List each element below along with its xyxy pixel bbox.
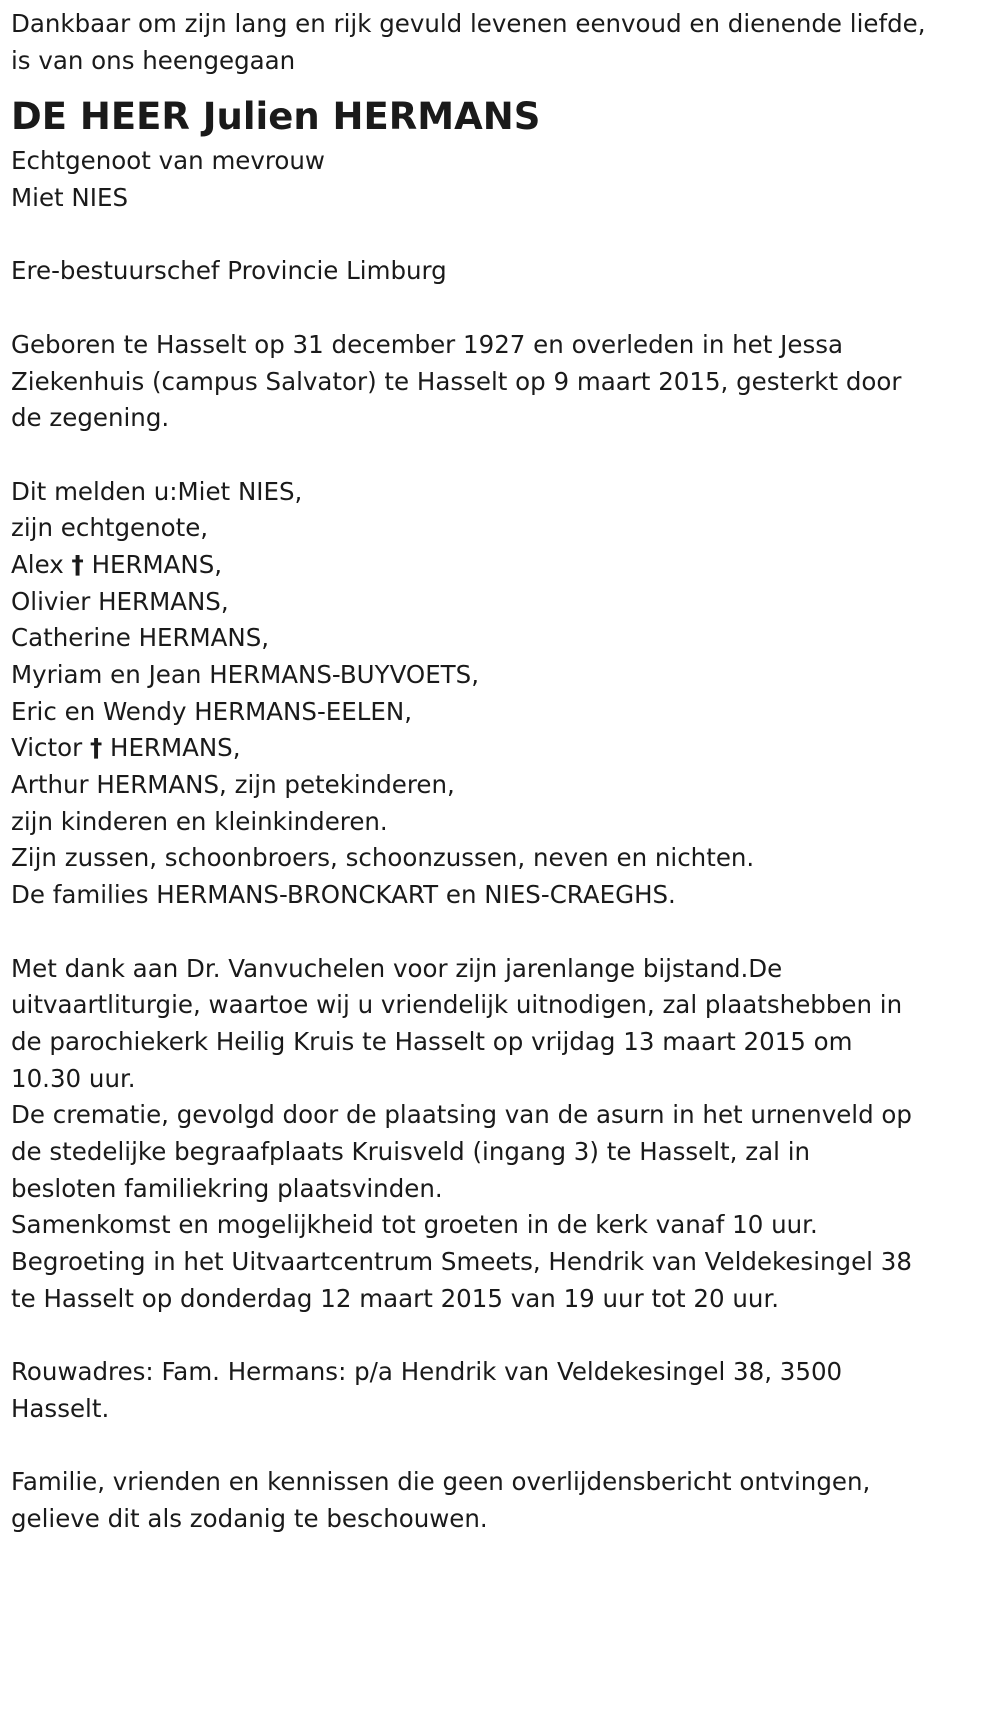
announcer-line: zijn echtgenote,: [11, 513, 209, 543]
announcer-last-name: HERMANS,: [110, 733, 241, 763]
intro-line-2: is van ons heengegaan: [11, 45, 296, 75]
ceremony-line-2: uitvaartliturgie, waartoe wij u vriendelijk uitnodigen, zal plaatshebben in: [11, 990, 903, 1020]
ceremony-line-8: Samenkomst en mogelijkheid tot groeten in de kerk vanaf 10 uur.: [11, 1210, 818, 1240]
birth-death-line-1: Geboren te Hasselt op 31 december 1927 en overleden in het Jessa: [11, 329, 843, 359]
announcer-line: De families HERMANS-BRONCKART en NIES-CRAEGHS.: [11, 880, 676, 910]
ceremony-line-4: 10.30 uur.: [11, 1063, 136, 1093]
ceremony-line-10: te Hasselt op donderdag 12 maart 2015 van 19 uur tot 20 uur.: [11, 1283, 780, 1313]
announcer-last-name: HERMANS,: [91, 549, 223, 579]
announcer-line: zijn kinderen en kleinkinderen.: [11, 806, 388, 836]
ceremony-line-5: De crematie, gevolgd door de plaatsing van de asurn in het urnenveld op: [11, 1100, 912, 1130]
birth-death-line-3: de zegening.: [11, 403, 170, 433]
ceremony-line-6: de stedelijke begraafplaats Kruisveld (ingang 3) te Hasselt, zal in: [11, 1136, 811, 1166]
announcer-line: Catherine HERMANS,: [11, 623, 270, 653]
ceremony-line-3: de parochiekerk Heilig Kruis te Hasselt op vrijdag 13 maart 2015 om: [11, 1026, 853, 1056]
announcer-line: Olivier HERMANS,: [11, 586, 229, 616]
spacer: [11, 437, 1000, 474]
address-line-1: Rouwadres: Fam. Hermans: p/a Hendrik van Veldekesingel 38, 3500: [11, 1357, 843, 1387]
address-line-2: Hasselt.: [11, 1393, 110, 1423]
intro-line-1: Dankbaar om zijn lang en rijk gevuld levenen eenvoud en dienende liefde,: [11, 9, 926, 38]
announcer-line: Dit melden u:Miet NIES,: [11, 476, 303, 506]
announcer-first-name: Alex: [11, 549, 64, 579]
spouse-line-1: Echtgenoot van mevrouw: [11, 146, 325, 176]
spacer: [11, 1317, 1000, 1354]
ceremony-line-7: besloten familiekring plaatsvinden.: [11, 1173, 443, 1203]
spacer: [11, 217, 1000, 254]
announcer-line: Zijn zussen, schoonbroers, schoonzussen, neven en nichten.: [11, 843, 755, 873]
closing-line-1: Familie, vrienden en kennissen die geen overlijdensbericht ontvingen,: [11, 1467, 871, 1497]
cross-icon: †: [71, 549, 84, 579]
deceased-name: DE HEER Julien HERMANS: [11, 95, 541, 139]
spacer: [11, 1427, 1000, 1464]
cross-icon: †: [89, 733, 103, 763]
announcer-first-name: Victor: [11, 733, 83, 763]
spouse-line-2: Miet NIES: [11, 183, 128, 213]
announcer-line: Myriam en Jean HERMANS-BUYVOETS,: [11, 660, 479, 689]
birth-death-line-2: Ziekenhuis (campus Salvator) te Hasselt op 9 maart 2015, gesterkt door: [11, 366, 902, 396]
announcer-line: Arthur HERMANS, zijn petekinderen,: [11, 770, 455, 800]
ceremony-line-1: Met dank aan Dr. Vanvuchelen voor zijn jarenlange bijstand.De: [11, 953, 783, 983]
announcer-line: Eric en Wendy HERMANS-EELEN,: [11, 696, 412, 726]
ceremony-line-9: Begroeting in het Uitvaartcentrum Smeets, Hendrik van Veldekesingel 38: [11, 1247, 912, 1276]
spacer: [11, 914, 1000, 951]
announcer-line-victor: [11, 730, 1000, 767]
spacer: [11, 290, 1000, 327]
announcer-line-alex: [11, 547, 1000, 584]
closing-line-2: gelieve dit als zodanig te beschouwen.: [11, 1503, 488, 1533]
honorary-title: Ere-bestuurschef Provincie Limburg: [11, 256, 447, 286]
